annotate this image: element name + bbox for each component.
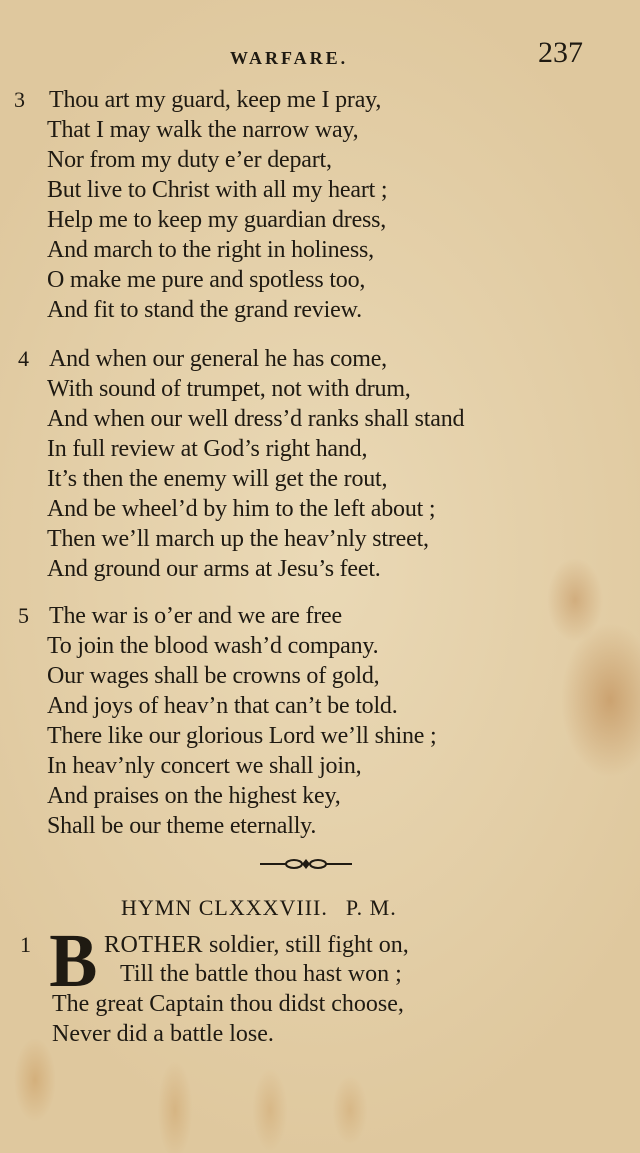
verse-line: Then we’ll march up the heav’nly street, [47,526,429,552]
verse-line: That I may walk the narrow way, [47,117,359,143]
verse-line: O make me pure and spotless too, [47,267,366,293]
verse-line: Help me to keep my guardian dress, [47,207,387,233]
ornament-divider-icon [260,857,352,871]
verse-number: 1 [20,932,31,957]
verse-line [104,930,409,960]
verse-line: With sound of trumpet, not with drum, [47,376,411,402]
verse-line: Never did a battle lose. [52,1021,274,1047]
drop-cap: B [49,919,98,1003]
verse-line: Till the battle thou hast won ; [120,961,402,987]
verse-number: 4 [18,346,29,371]
verse-line: It’s then the enemy will get the rout, [47,466,388,492]
verse-line: Shall be our theme eternally. [47,813,317,839]
verse-line: And joys of heav’n that can’t be told. [47,693,398,719]
verse-number: 3 [14,87,25,112]
hymn-heading [121,895,397,921]
first-line-rest: soldier, still fight on, [203,932,409,958]
verse-line: And be wheel’d by him to the left about ; [47,496,436,522]
verse-line: In heav’nly concert we shall join, [47,753,362,779]
verse-line: There like our glorious Lord we’ll shine ; [47,723,437,749]
running-title: WARFARE. [230,48,349,68]
page-number: 237 [538,36,583,69]
verse-number: 5 [18,603,29,628]
verse-line: Our wages shall be crowns of gold, [47,663,380,689]
verse-line: But live to Christ with all my heart ; [47,177,388,203]
verse-line: Nor from my duty e’er depart, [47,147,332,173]
hymn-title: HYMN CLXXXVIII. [121,895,328,920]
verse-line: To join the blood wash’d company. [47,633,379,659]
verse-line: And ground our arms at Jesu’s feet. [47,556,381,582]
small-caps-word: ROTHER [104,932,203,958]
verse-line: And fit to stand the grand review. [47,297,362,323]
verse-line: And praises on the highest key, [47,783,341,809]
verse-line: And when our general he has come, [49,346,387,372]
verse-line: Thou art my guard, keep me I pray, [49,87,382,113]
verse-line: The great Captain thou didst choose, [52,991,404,1017]
hymn-meter: P. M. [345,895,397,920]
verse-line: The war is o’er and we are free [49,603,342,629]
page-header [0,36,640,76]
verse-line: And when our well dress’d ranks shall stand [47,406,465,432]
verse-line: And march to the right in holiness, [47,237,374,263]
verse-line: In full review at God’s right hand, [47,436,368,462]
